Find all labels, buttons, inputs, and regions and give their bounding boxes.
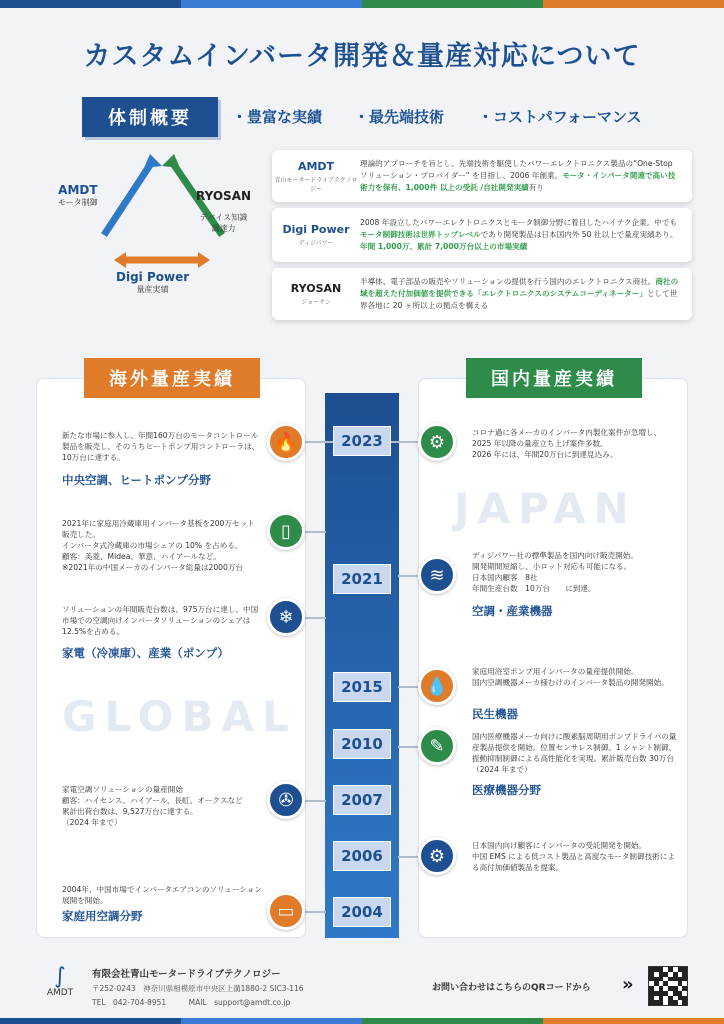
year-2006: 2006	[333, 841, 391, 871]
footer-contact: TEL 042-704-8951 MAIL support@amdt.co.jp	[92, 998, 291, 1007]
overseas-header: 海外量産実績	[84, 358, 260, 398]
page-title: カスタムインバータ開発＆量産対応について	[83, 41, 641, 72]
overseas-item-text: 家電空調ソリューションの量産開始 顧客：ハイセンス、ハイアール、長虹、オークスなど 累計出荷台数は、9,527万台に達する。 （2024 年まで）	[62, 785, 243, 827]
domestic-item-category: 民生機器	[472, 707, 518, 721]
company-box-amdt	[272, 150, 692, 202]
company-desc-amdt: 理論的アプローチを旨とし、先端技術を駆使したパワーエレクトロニクス製品の“One-Stop ソリューション・プロバイダー” を目指し、2006 年創業。モータ・インバータ関連で高い技術力を保有、1,000件 以上の受託 /自社開発実績有り	[360, 159, 676, 192]
ryosan-logo: RYOSAN	[196, 189, 252, 203]
bottom-color-bar	[0, 1018, 724, 1024]
tagline-tech: ・最先端技術	[354, 108, 445, 126]
tri-amdt	[58, 183, 98, 208]
digipower-role: 量産実績	[136, 285, 169, 294]
chevron-right-icon: »	[622, 974, 634, 995]
overseas-item-category: 家庭用空調分野	[62, 909, 143, 923]
japan-watermark: JAPAN	[454, 484, 637, 533]
amdt-logo: AMDT	[58, 183, 98, 197]
overseas-item-text: 新たな市場に参入し、年間160万台のモータコントロール製品を販売し、そのうちヒートポンプ用コントローラは、10万台に達する。	[62, 431, 260, 462]
company-desc-digipower: 2008 年設立したパワーエレクトロニクスとモータ制御分野に着目したハイテク企業。中でもモータ制御技術は世界トップレベルであり開発製品は日本国内外 50 社以上で量産実績あり。年間 1,000万、累計 7,000万台以上の市場実績	[360, 218, 678, 251]
tri-ryosan	[196, 180, 251, 243]
footer-address: 〒252-0243 神奈川県相模原市中央区上溝1880-2 SIC3-116	[92, 984, 304, 993]
year-2004: 2004	[333, 897, 391, 927]
amdt-role: モータ制御	[58, 198, 98, 207]
domestic-item-text: コロナ過に各メーカのインバータ内製化案件が急増し、2025 年以降の量産立ち上げ案件多数。 2026 年には、年間20万台に到達見込み。	[472, 428, 662, 459]
gear-icon: ⚙	[418, 423, 456, 461]
domestic-item-text: 国内医療機器メーカ向けに酸素脳周期用ポンプドライバの量産製品提供を開始。位置センサレス制御、1 シャント制御、振動抑制制御による高性能化を実現。累計販売台数 30万台（2024 年まで）	[472, 732, 677, 774]
domestic-header: 国内量産実績	[466, 358, 642, 398]
year-2015: 2015	[333, 672, 391, 702]
ryosan-role: デバイス知識 調達力	[199, 213, 248, 233]
domestic-item-text: 家庭用浴室ポンプ用インバータの量産提供開始。 国内空調機器メーカ様むけのインバータ製品の開発開始。	[472, 667, 669, 687]
gears-icon: ⚙	[418, 837, 456, 875]
domestic-item-category: 空調・産業機器	[472, 604, 553, 618]
tagline-results: ・豊富な実績	[232, 108, 323, 126]
company-box-ryosan	[272, 268, 692, 320]
year-2007: 2007	[333, 785, 391, 815]
qr-code[interactable]	[648, 966, 688, 1006]
overseas-item-category: 中央空調、ヒートポンプ分野	[62, 473, 212, 487]
snowflake-icon: ❄	[267, 598, 305, 636]
year-2010: 2010	[333, 729, 391, 759]
footer-company: 有限会社青山モータードライブテクノロジー	[92, 969, 281, 980]
company-desc-ryosan: 半導体、電子部品の販売やソリューションの提供を行う国内のエレクトロニクス商社。商社の域を超えた付加価値を提供できる「エレクトロニクスのシステムコーディネーター」として世界各地に 20 ヶ所以上の拠点を構える	[360, 277, 679, 310]
top-color-bar	[0, 0, 724, 8]
digipower-logo: Digi Power	[116, 270, 190, 284]
tri-digipower	[116, 270, 189, 295]
overseas-item-category: 家電（冷凍庫）、産業（ポンプ）	[62, 646, 229, 660]
overseas-item-text: 2004年、中国市場でインバータエアコンのソリューション展開を開始。	[62, 885, 262, 905]
overseas-item-text: 2021年に家庭用冷蔵庫用インバータ基板を200万セット販売した。 インバータ式冷蔵庫の市場シェアの 10% を占める。 顧客：美菱、Midea、華意、ハイアールなど。 ※2021年の中国メーカのインバータ総量は2000万台	[62, 519, 255, 572]
footer-logo: ∫ AMDT	[46, 964, 74, 998]
company-logo-ryosan: RYOSAN ジョーサン	[290, 282, 342, 306]
wind-icon: ≋	[418, 556, 456, 594]
global-watermark: GLOBAL	[62, 692, 297, 741]
overseas-item-text: ソリューションの年間販売台数は、975万台に達し、中国市場での空調向けインバータソリューションのシェアは 12.5%を占める。	[62, 605, 259, 636]
company-logo-amdt: AMDT 青山モータードライブテクノロジー	[274, 159, 358, 193]
year-2023: 2023	[333, 426, 391, 456]
domestic-item-category: 医療機器分野	[472, 783, 541, 797]
fan-icon: ✇	[267, 781, 305, 819]
overview-badge: 体制概要	[82, 97, 218, 137]
air-conditioner-icon: ▭	[267, 892, 305, 930]
company-box-digipower	[272, 208, 692, 262]
fire-icon: 🔥	[267, 423, 305, 461]
qr-prompt: お問い合わせはこちらのQRコードから	[432, 983, 591, 993]
tagline-cost: ・コストパフォーマンス	[478, 108, 642, 126]
domestic-item-text: ディジパワー社の標準製品を国内向け販売開始。 開発期間短縮し、小ロット対応も可能になる。 日本国内顧客 8社 年間生産台数 10万台 に到達。	[472, 551, 638, 593]
refrigerator-icon: ▯	[267, 512, 305, 550]
company-logo-digipower: Digi Power ディジパワー	[282, 223, 350, 247]
water-drop-icon: 💧	[418, 667, 456, 705]
year-2021: 2021	[333, 564, 391, 594]
syringe-icon: ✎	[418, 727, 456, 765]
domestic-item-text: 日本国内向け顧客にインバータの受託開発を開始。 中国 EMS による低コスト製品と高度なモータ制御技術による高付加価値製品を提案。	[472, 841, 675, 872]
